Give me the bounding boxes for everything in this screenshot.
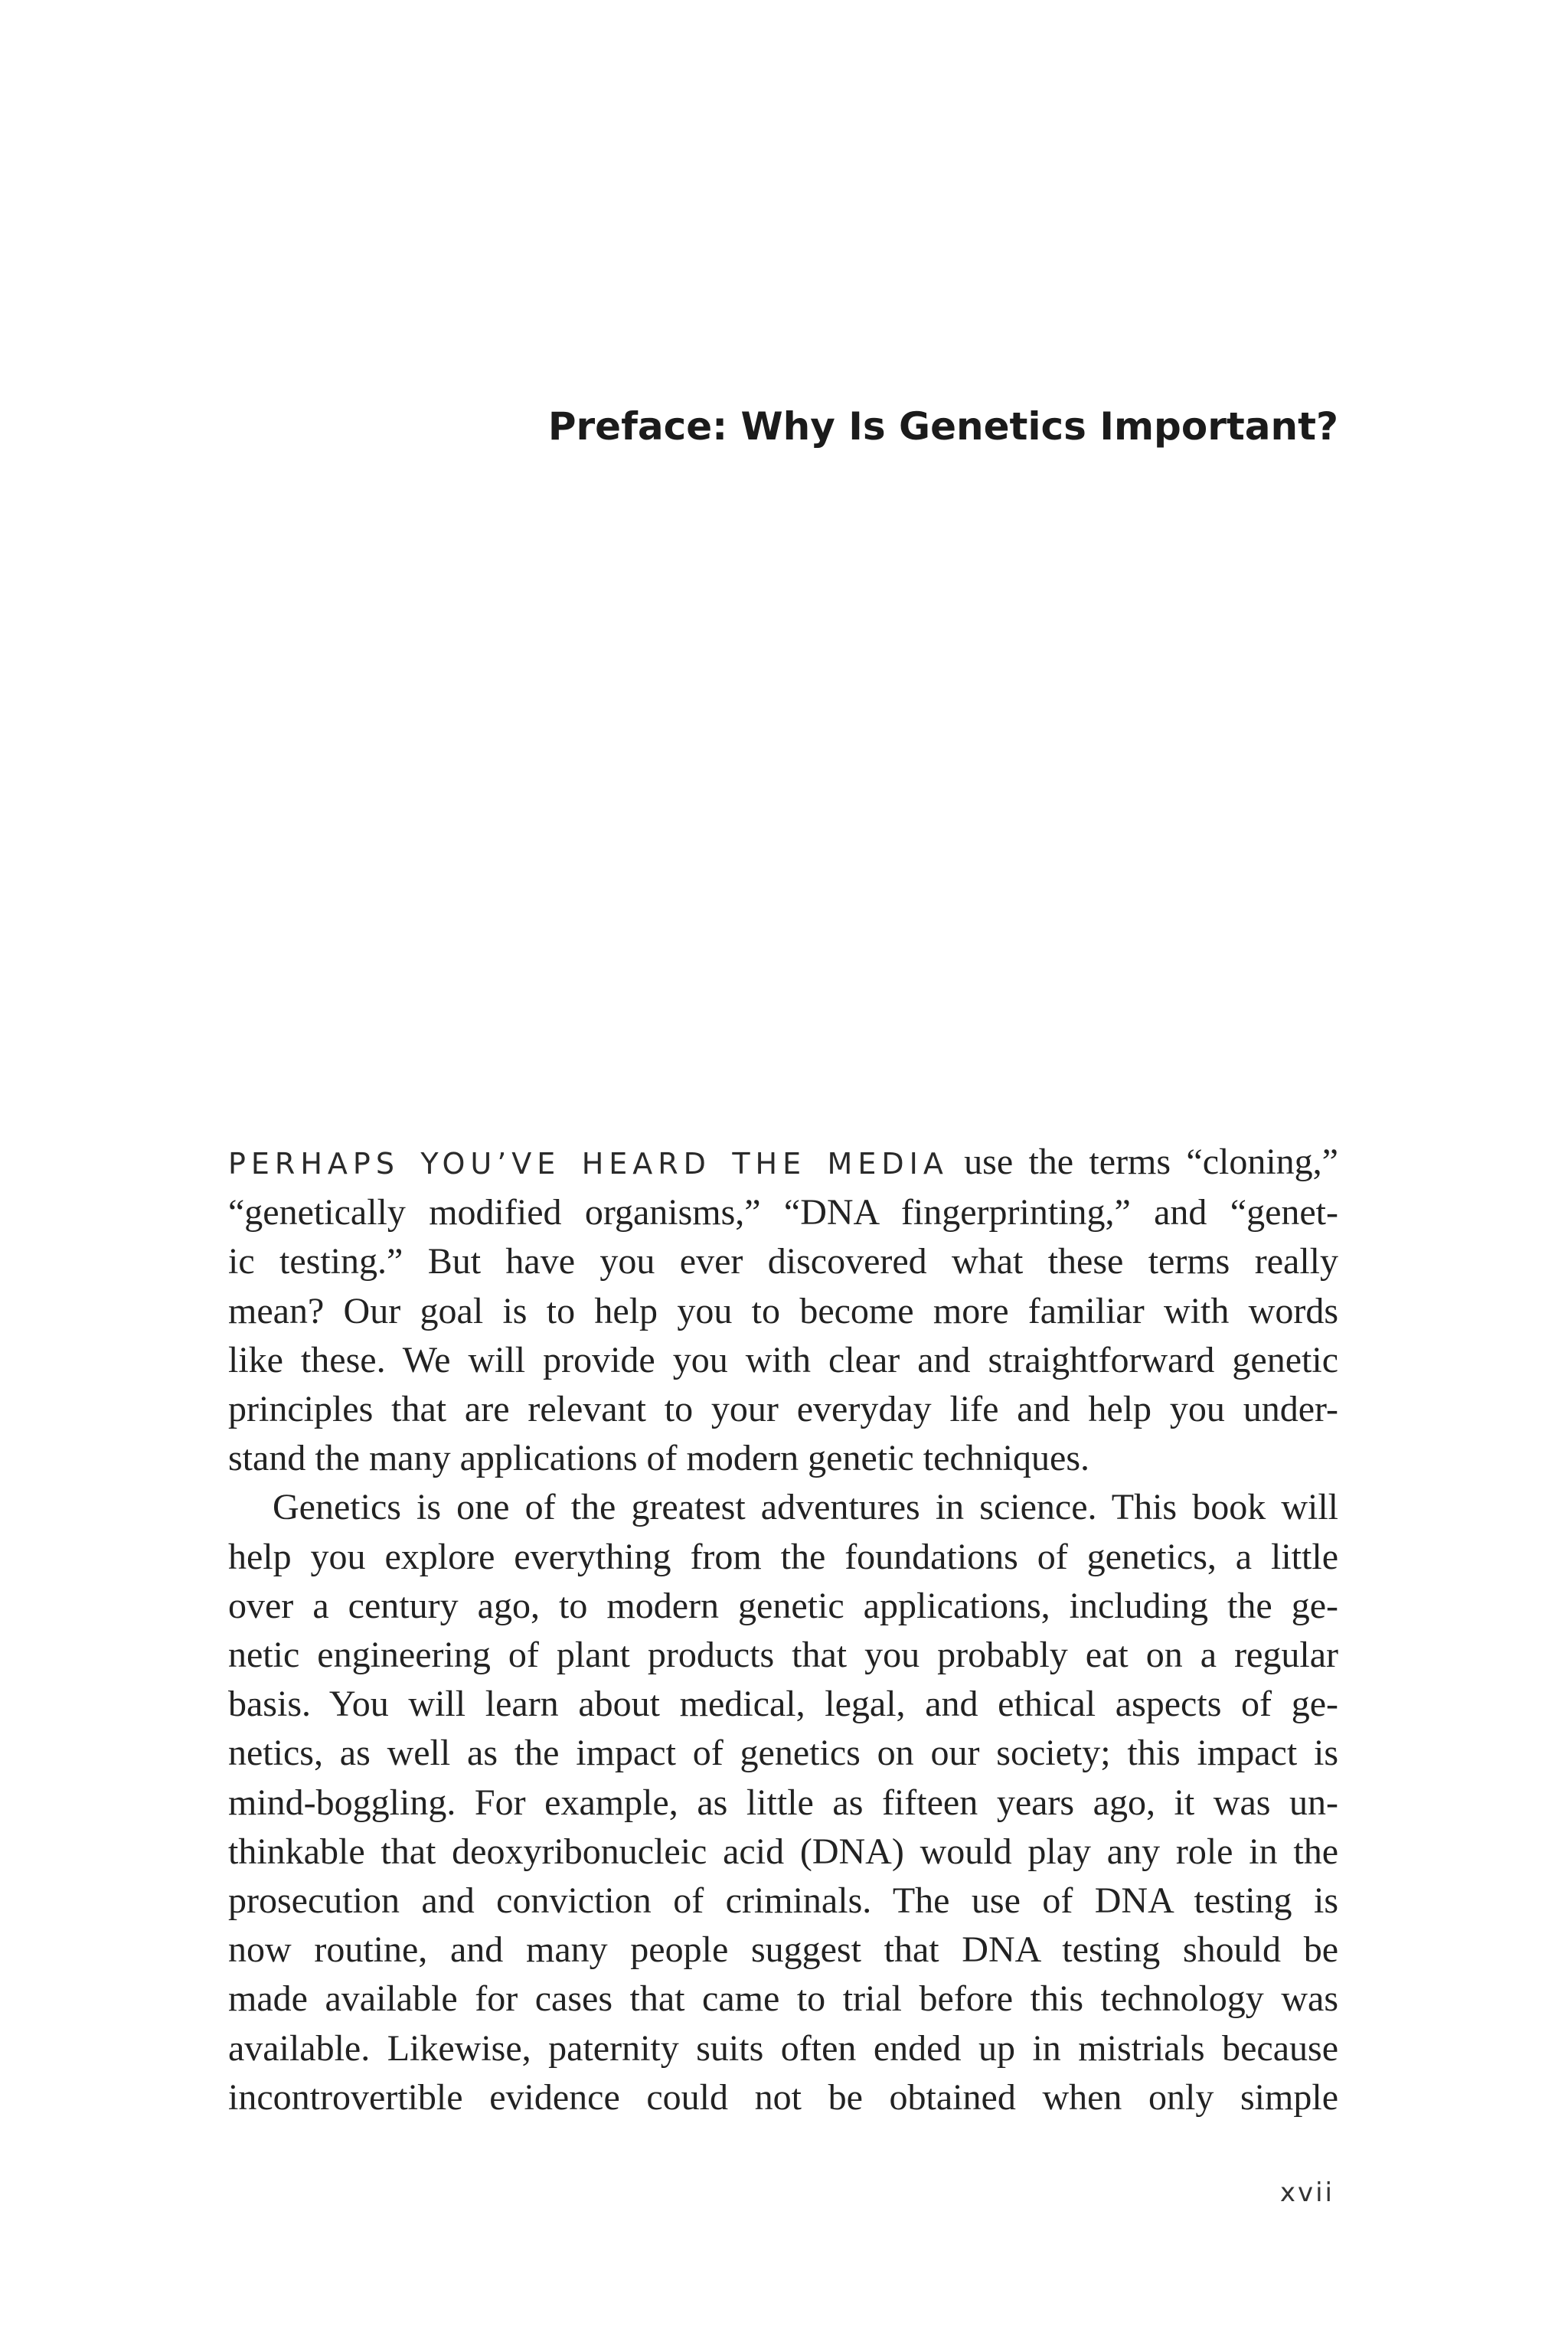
text-line: thinkable that deoxyribonucleic acid (DNA) would play any role in the — [228, 1831, 1338, 1872]
page-number: xvii — [1279, 2177, 1334, 2208]
text-line: made available for cases that came to trial before this technology was — [228, 1978, 1338, 2020]
text-line: netics, as well as the impact of genetics on our society; this impact is — [228, 1733, 1338, 1774]
text-line: netic engineering of plant products that you probably eat on a regular — [228, 1635, 1338, 1676]
text-line: available. Likewise, paternity suits often ended up in mistrials because — [228, 2027, 1338, 2069]
text-line: now routine, and many people suggest that DNA testing should be — [228, 1929, 1338, 1971]
text-line: like these. We will provide you with clear and straightforward genetic — [228, 1339, 1338, 1380]
text-line: over a century ago, to modern genetic applications, including the ge- — [228, 1585, 1338, 1626]
text-line-fragment: use the terms “cloning,” — [948, 1142, 1338, 1182]
text-line: ic testing.” But have you ever discovered what these terms really — [228, 1241, 1338, 1282]
text-line: prosecution and conviction of criminals. The use of DNA testing is — [228, 1880, 1338, 1922]
body-text — [228, 1138, 1338, 2122]
chapter-title: Preface: Why Is Genetics Important? — [547, 404, 1338, 449]
text-line: incontrovertible evidence could not be obtained when only simple — [228, 2076, 1338, 2118]
paragraph-2 — [228, 1483, 1338, 2122]
text-line: basis. You will learn about medical, legal, and ethical aspects of ge- — [228, 1684, 1338, 1725]
text-line: stand the many applications of modern genetic techniques. — [228, 1438, 1089, 1479]
text-line: help you explore everything from the foundations of genetics, a little — [228, 1536, 1338, 1577]
text-line: principles that are relevant to your everyday life and help you under- — [228, 1389, 1338, 1430]
text-line: mean? Our goal is to help you to become more familiar with words — [228, 1290, 1338, 1331]
text-line: “genetically modified organisms,” “DNA fingerprinting,” and “genet- — [228, 1192, 1338, 1233]
lead-in-smallcaps: PERHAPS YOU’VE HEARD THE MEDIA — [228, 1147, 949, 1181]
text-line: mind-boggling. For example, as little as fifteen years ago, it was un- — [228, 1782, 1338, 1823]
text-line — [228, 1138, 1338, 1188]
paragraph-1 — [228, 1138, 1338, 1483]
text-line: Genetics is one of the greatest adventures in science. This book will — [273, 1487, 1338, 1528]
